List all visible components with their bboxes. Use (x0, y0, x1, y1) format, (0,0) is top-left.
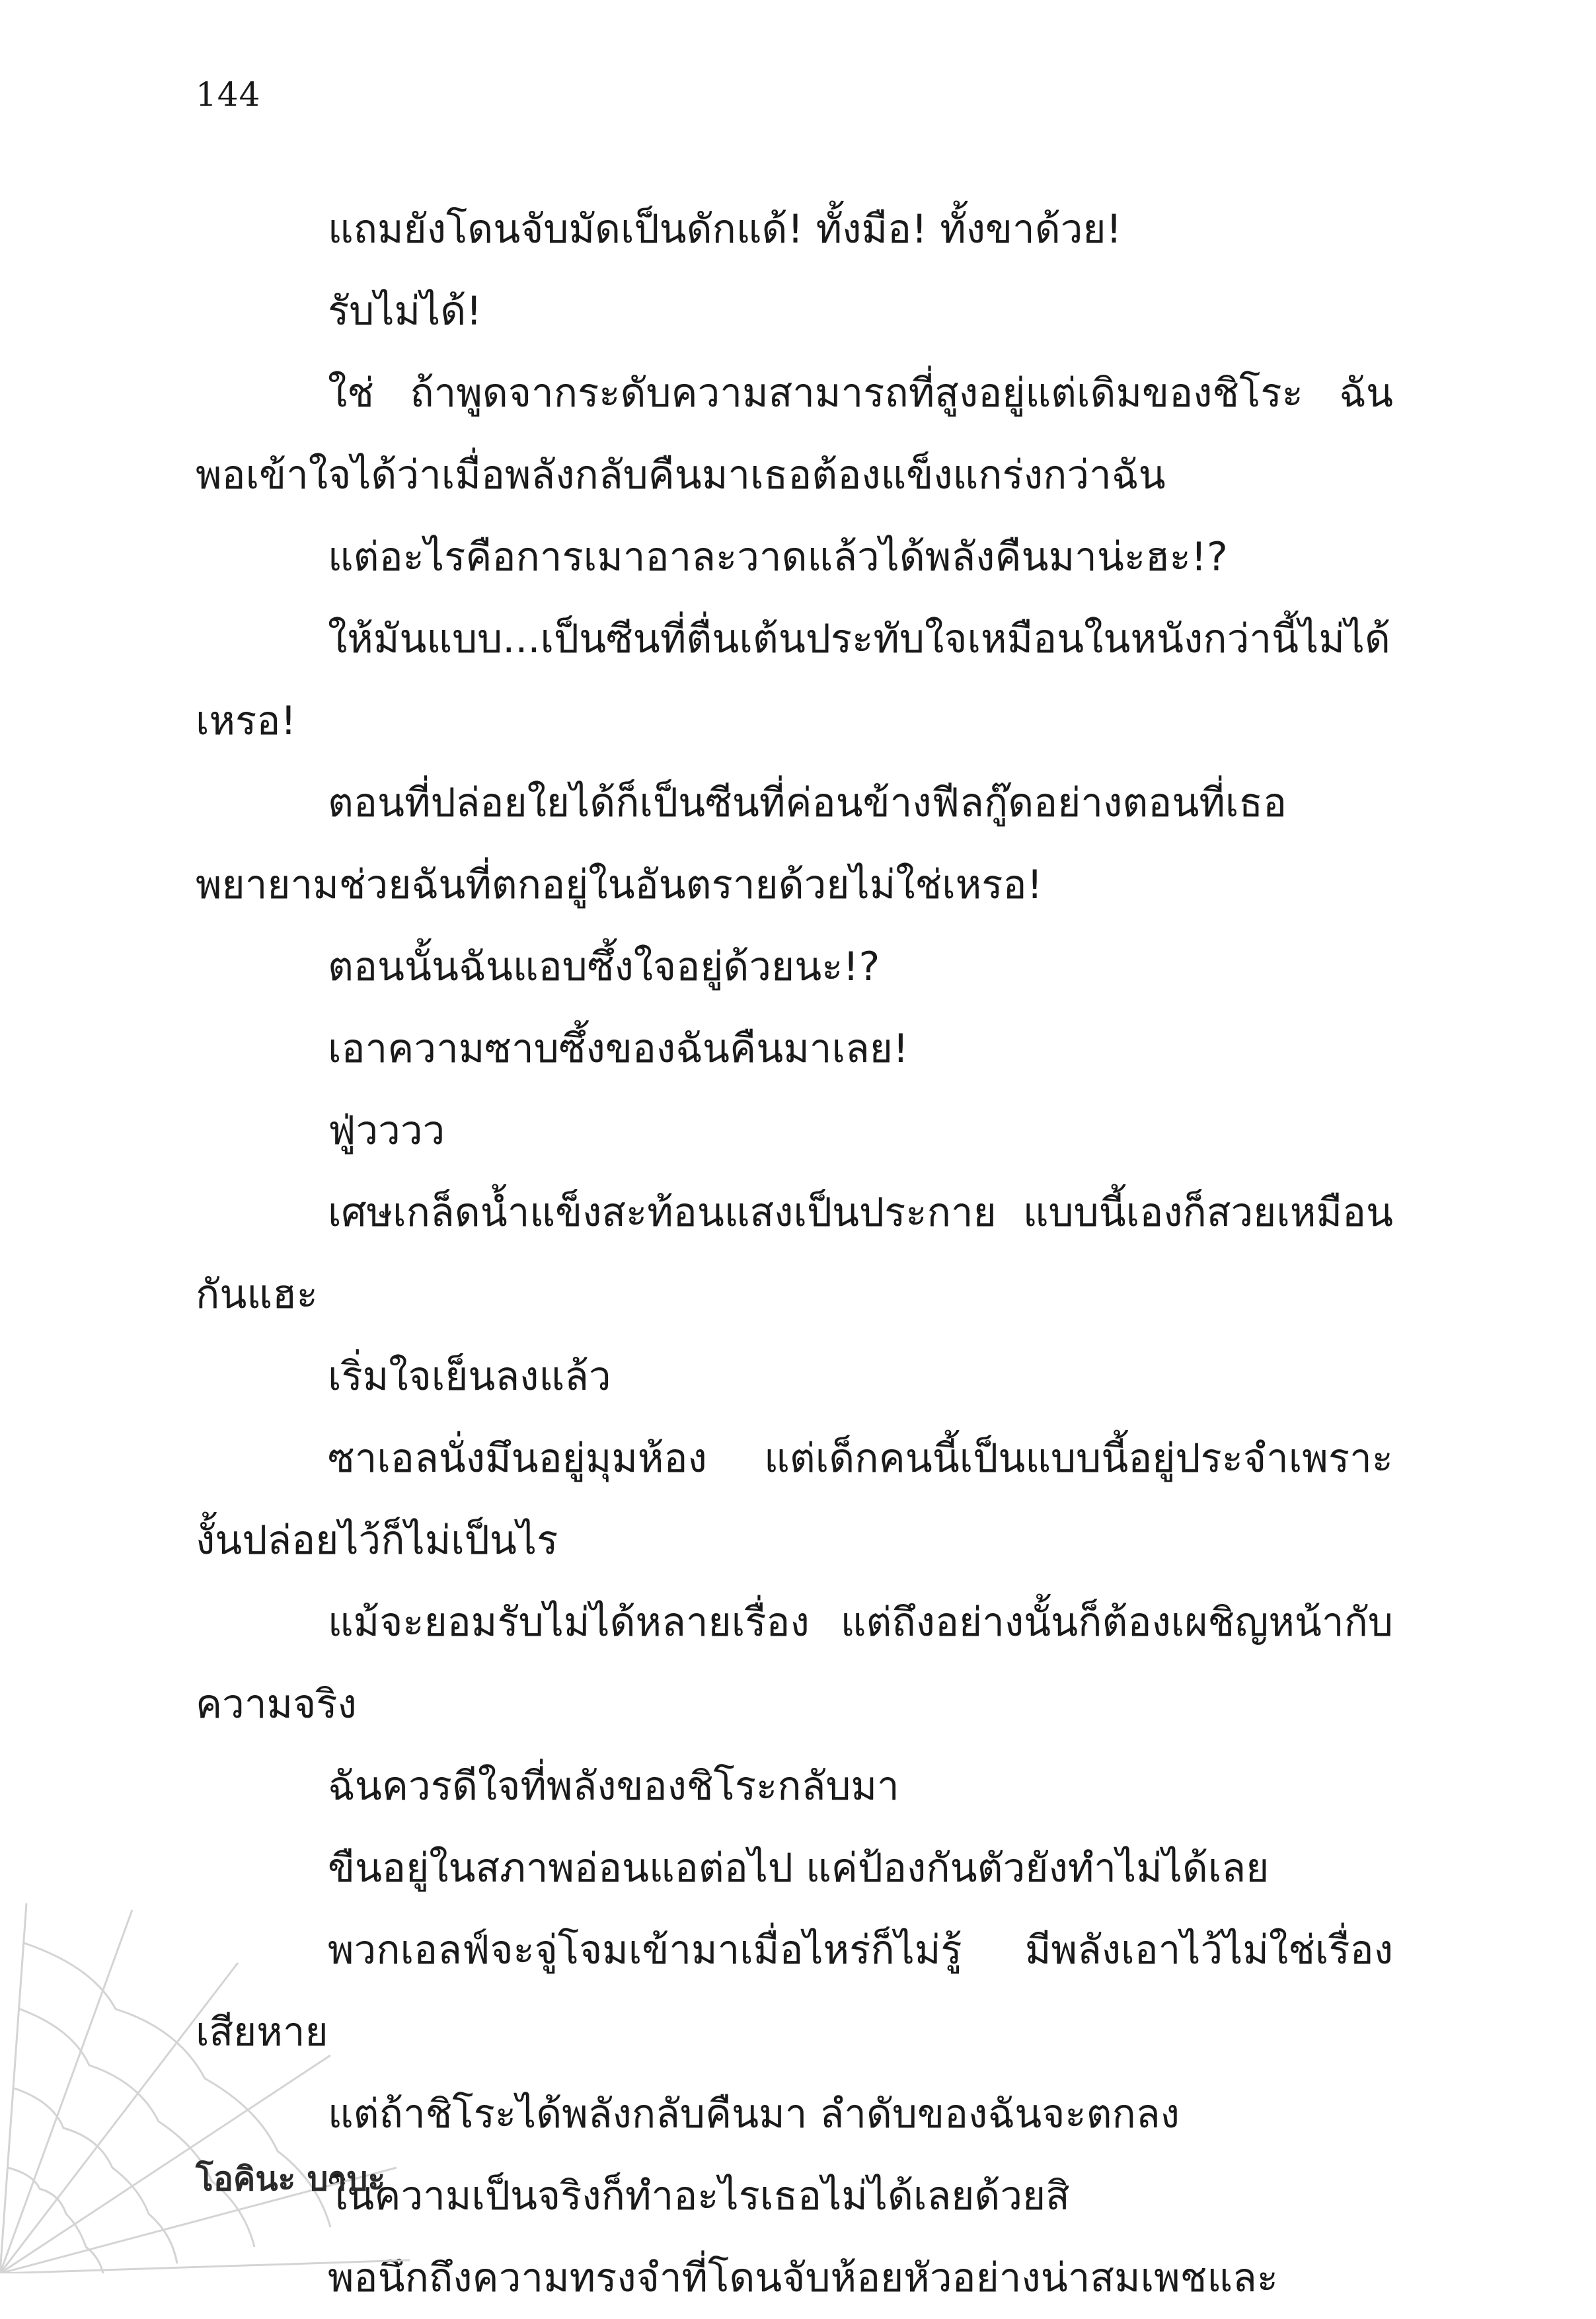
paragraph: ฟู่วววว (328, 1108, 445, 1154)
paragraph: แม้จะยอมรับไม่ได้หลายเรื่อง แต่ถึงอย่างนั้นก็ต้องเผชิญหน้ากับความจริง (196, 1599, 1393, 1728)
paragraph: เริ่มใจเย็นลงแล้ว (328, 1353, 611, 1400)
paragraph: ให้มันแบบ...เป็นซีนที่ตื่นเต้นประทับใจเหมือนในหนังกว่านี้ไม่ได้เหรอ! (196, 616, 1390, 744)
paragraph: ขืนอยู่ในสภาพอ่อนแอต่อไป แค่ป้องกันตัวยังทำไม่ได้เลย (328, 1845, 1270, 1891)
paragraph: พอนึกถึงความทรงจำที่โดนจับห้อยหัวอย่างน่าสมเพชและ (328, 2255, 1279, 2301)
paragraph: รับไม่ได้! (328, 288, 482, 334)
paragraph: ซาเอลนั่งมึนอยู่มุมห้อง แต่เด็กคนนี้เป็นแบบนี้อยู่ประจำเพราะงั้นปล่อยไว้ก็ไม่เป็นไร (196, 1435, 1393, 1564)
paragraph: เอาความซาบซึ้งของฉันคืนมาเลย! (328, 1026, 909, 1072)
paragraph: ตอนที่ปล่อยใยได้ก็เป็นซีนที่ค่อนข้างฟีลกู๊ดอย่างตอนที่เธอพยายามช่วยฉันที่ตกอยู่ในอันตรายด้วยไม่ใช่เหรอ! (196, 780, 1287, 908)
paragraph: ใช่ ถ้าพูดจากระดับความสามารถที่สูงอยู่แต่เดิมของชิโระ ฉันพอเข้าใจได้ว่าเมื่อพลังกลับคืนมาเธอต้องแข็งแกร่งกว่าฉัน (196, 370, 1393, 498)
paragraph: ตอนนั้นฉันแอบซึ้งใจอยู่ด้วยนะ!? (328, 944, 880, 990)
paragraph: แถมยังโดนจับมัดเป็นดักแด้! ทั้งมือ! ทั้งขาด้วย! (328, 206, 1122, 252)
paragraph: แต่ถ้าชิโระได้พลังกลับคืนมา ลำดับของฉันจะตกลง (328, 2091, 1180, 2137)
paragraph: แต่อะไรคือการเมาอาละวาดแล้วได้พลังคืนมาน่ะฮะ!? (328, 534, 1228, 580)
paragraph: เศษเกล็ดน้ำแข็งสะท้อนแสงเป็นประกาย แบบนี้เองก็สวยเหมือนกันแฮะ (196, 1190, 1393, 1318)
page-number: 144 (196, 75, 261, 114)
paragraph: ฉันควรดีใจที่พลังของชิโระกลับมา (328, 1763, 899, 1809)
spiderweb-icon (0, 1903, 410, 2273)
paragraph: ในความเป็นจริงก็ทำอะไรเธอไม่ได้เลยด้วยสิ (328, 2173, 1070, 2219)
author-name: โอคินะ บาบะ (196, 2160, 386, 2198)
paragraph: พวกเอลฟ์จะจู่โจมเข้ามาเมื่อไหร่ก็ไม่รู้ มีพลังเอาไว้ไม่ใช่เรื่องเสียหาย (196, 1927, 1393, 2055)
